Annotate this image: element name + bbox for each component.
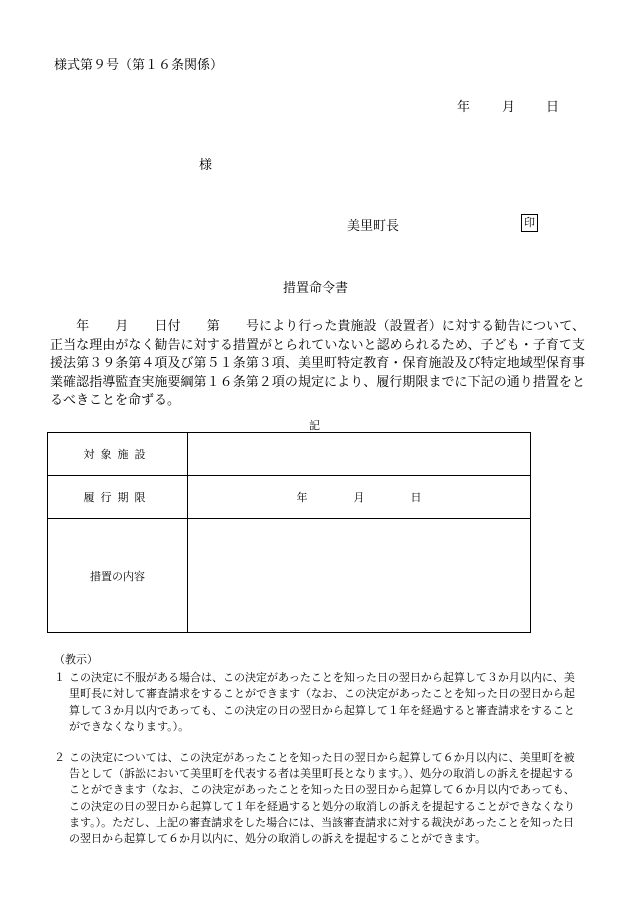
issuer-name: 美里町長 bbox=[347, 219, 400, 234]
appeal-notice bbox=[54, 652, 584, 847]
table-row-deadline bbox=[48, 476, 531, 519]
table-row-facility bbox=[48, 433, 531, 476]
date-day-label: 日 bbox=[546, 100, 560, 115]
measures-value bbox=[188, 519, 531, 633]
document-title: 措置命令書 bbox=[283, 281, 349, 296]
notice-item-2 bbox=[54, 750, 584, 847]
form-number: 様式第９号（第１６条関係） bbox=[54, 58, 224, 73]
deadline-month-label: 月 bbox=[353, 491, 365, 504]
deadline-value bbox=[188, 476, 531, 519]
body-paragraph: 年 月 日付 第 号により行った貴施設（設置者）に対する勧告について、正当な理由がなく勧告に対する措置がとられていないと認められるため、子ども・子育て支援法第３９条第４項及び第５１条第３項、美里町特定教育・保育施設及び特定地域型保育事業確認指導監査実施要綱第１６条第２項の規定により、履行期限までに下記の通り措置をとるべきことを命ずる。 bbox=[50, 319, 585, 409]
notice-item-number: １ bbox=[54, 671, 65, 685]
measures-label: 措置の内容 bbox=[48, 519, 188, 633]
seal-mark: 印 bbox=[521, 214, 538, 232]
notice-item-text: この決定については、この決定があったことを知った日の翌日から起算して６か月以内に、美里町を被告として（訴訟において美里町を代表する者は美里町長となります。）、処分の取消しの訴えを提起することができます（なお、この決定があったことを知った日の翌日から起算して６か月以内であっても、この決定の日の翌日から起算して１年を経過すると処分の取消しの訴えを提起することができなくなります。）。ただし、上記の審査請求をした場合には、当該審査請求に対する裁決があったことを知った日の翌日から起算して６か月以内に、処分の取消しの訴えを提起することができます。 bbox=[69, 751, 575, 846]
facility-label: 対象施設 bbox=[48, 433, 188, 476]
notice-item-number: ２ bbox=[54, 751, 65, 765]
notice-heading: （教示） bbox=[54, 653, 98, 666]
addressee-suffix: 様 bbox=[199, 158, 213, 173]
deadline-label: 履行期限 bbox=[48, 476, 188, 519]
deadline-day-label: 日 bbox=[410, 491, 422, 504]
order-table bbox=[47, 432, 531, 633]
deadline-year-label: 年 bbox=[296, 491, 308, 504]
facility-value bbox=[188, 433, 531, 476]
date-month-label: 月 bbox=[502, 100, 516, 115]
issue-date bbox=[457, 96, 559, 115]
ki-label: 記 bbox=[309, 419, 320, 432]
table-row-measures bbox=[48, 519, 531, 633]
date-year-label: 年 bbox=[457, 100, 471, 115]
notice-item-1 bbox=[54, 670, 584, 735]
notice-item-text: この決定に不服がある場合は、この決定があったことを知った日の翌日から起算して３か月以内に、美里町長に対して審査請求をすることができます（なお、この決定があったことを知った日の翌日から起算して３か月以内であっても、この決定の日の翌日から起算して１年を経過すると審査請求をすることができなくなります。）。 bbox=[69, 671, 575, 733]
